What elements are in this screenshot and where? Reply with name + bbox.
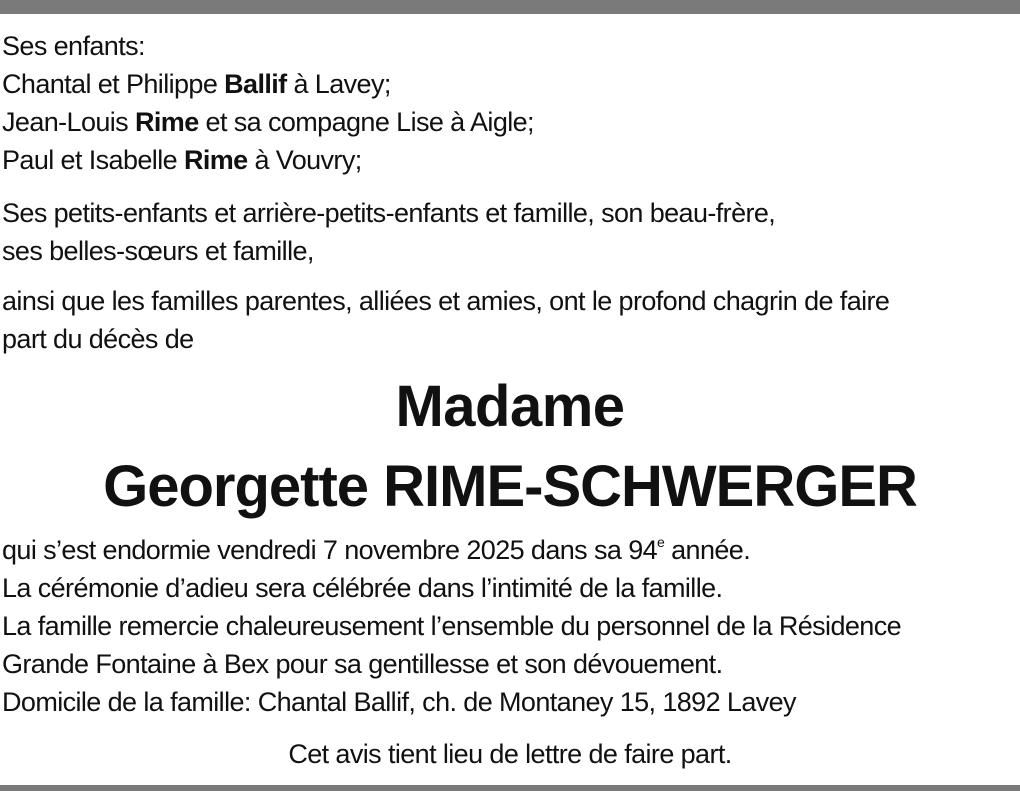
child-line: Chantal et Philippe Ballif à Lavey; [2, 69, 391, 99]
relatives-section [2, 282, 1020, 358]
children-heading: Ses enfants: [2, 31, 145, 61]
age-line: qui s’est endormie vendredi 7 novembre 2025 dans sa 94e année. [2, 534, 751, 565]
child-line: Paul et Isabelle Rime à Vouvry; [2, 145, 362, 175]
grandchildren-section [2, 194, 1020, 270]
relatives-line: ainsi que les familles parentes, alliées et amies, ont le profond chagrin de faire [2, 286, 890, 316]
children-section [2, 27, 1020, 179]
top-rule [0, 0, 1020, 14]
thanks-line: Grande Fontaine à Bex pour sa gentillesse et son dévouement. [2, 649, 723, 679]
grandchildren-line: Ses petits-enfants et arrière-petits-enfants et famille, son beau-frère, [2, 198, 776, 228]
deceased-title: Madame [395, 374, 625, 439]
thanks-line: La famille remercie chaleureusement l’ensemble du personnel de la Résidence [2, 611, 902, 641]
deceased-name: Georgette RIME-SCHWERGER [103, 454, 917, 519]
grandchildren-line: ses belles-sœurs et famille, [2, 236, 314, 266]
address-line: Domicile de la famille: Chantal Ballif, ch. de Montaney 15, 1892 Lavey [2, 687, 796, 717]
bottom-rule [0, 785, 1020, 791]
details-section [2, 531, 1020, 721]
child-line: Jean-Louis Rime et sa compagne Lise à Aigle; [2, 107, 534, 137]
closing-note: Cet avis tient lieu de lettre de faire part. [288, 739, 732, 769]
relatives-line: part du décès de [2, 324, 194, 354]
ceremony-line: La cérémonie d’adieu sera célébrée dans l’intimité de la famille. [2, 573, 723, 603]
